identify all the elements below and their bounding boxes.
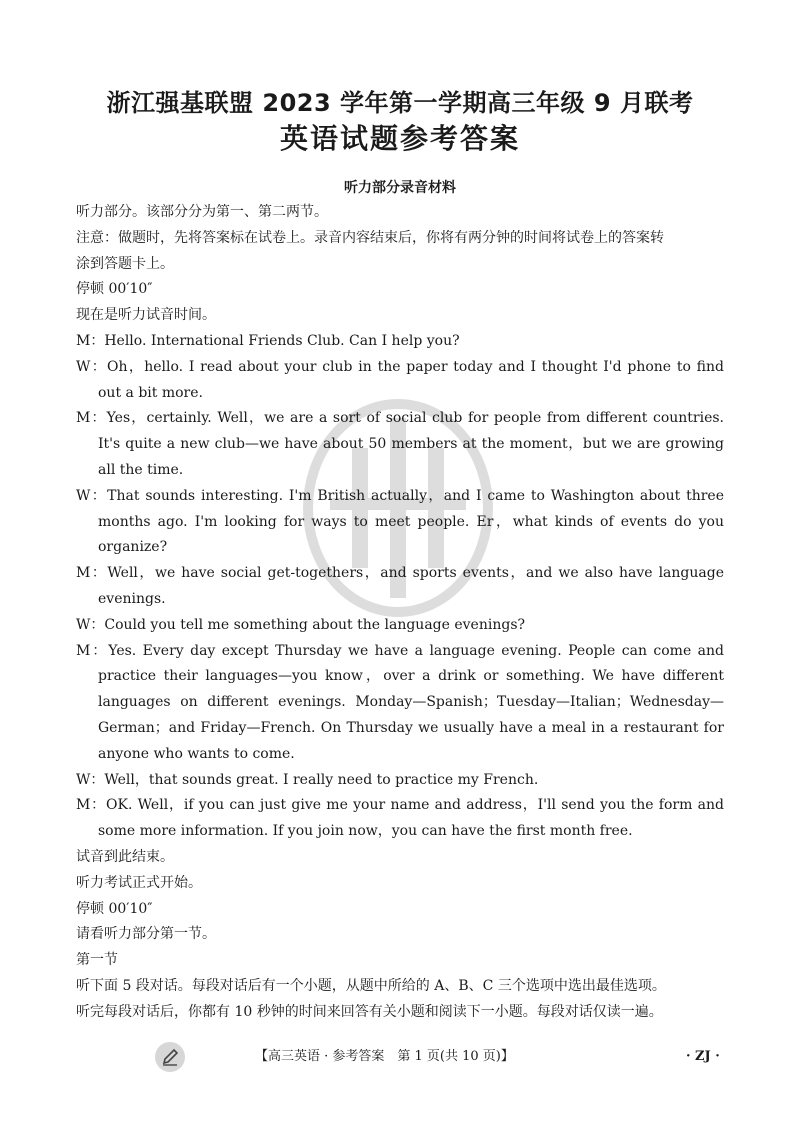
instruction-line-1: 听下面 5 段对话。每段对话后有一个小题，从题中所给的 A、B、C 三个选项中选出最佳选项。 [76,977,666,994]
trial-start-line: 现在是听力试音时间。 [76,307,216,324]
intro-line: 听力部分。该部分分为第一、第二两节。 [76,204,328,220]
trial-end-line: 试音到此结束。 [76,848,174,865]
document-subtitle: 英语试题参考答案 [279,122,520,155]
dialogue-turn: M：OK. Well，if you can just give me your name and address，I'll send you the form and some more information. If you join now，you can have the first month free. [76,797,724,840]
exam-start-line: 听力考试正式开始。 [76,874,202,891]
dialogue-turn: M：Well，we have social get-togethers，and sports events，and we also have language evenings. [76,565,724,607]
pause-line: 停顿 00′10″ [76,281,153,298]
footer-page-label: 【高三英语 · 参考答案 第 1 页(共 10 页)】 [255,1049,514,1064]
exam-title: 浙江强基联盟 2023 学年第一学期高三年级 9 月联考 [106,89,694,117]
pause-line: 停顿 00′10″ [76,900,153,917]
answer-document [76,88,724,1026]
note-line-2: 涂到答题卡上。 [76,255,174,272]
pencil-icon [155,1042,185,1072]
dialogue-turn: M：Hello. International Friends Club. Can I help you? [76,332,460,349]
section-heading: 第一节 [76,952,118,969]
note-line-1: 注意：做题时，先将答案标在试卷上。录音内容结束后，你将有两分钟的时间将试卷上的答案转 [76,229,664,246]
instruction-line-2: 听完每段对话后，你都有 10 秒钟的时间来回答有关小题和阅读下一小题。每段对话仅读一遍。 [76,1003,663,1020]
dialogue-turn: W：Well，that sounds great. I really need to practice my French. [76,771,539,788]
dialogue-turn: M：Yes，certainly. Well，we are a sort of social club for people from different countries. It's quite a new club—we have about 50 members at the moment，but we are growing all the time. [76,410,724,478]
see-part-line: 请看听力部分第一节。 [76,926,216,943]
dialogue-turn: W：That sounds interesting. I'm British actually，and I came to Washington about three months ago. I'm looking for ways to meet people. Er，what kinds of events do you organize? [76,487,724,556]
dialogue [76,329,724,845]
dialogue-turn: W：Oh，hello. I read about your club in the paper today and I thought I'd phone to find out a bit more. [76,358,724,401]
dialogue-turn: M：Yes. Every day except Thursday we have a language evening. People can come and practice their languages—you know，over a drink or something. We have different languages on different evenings. Monday—Spanish；Tuesday—Italian；Wednesday—German；and Friday—French. On Thursday we usually have a meal in a restaurant for anyone who wants to come. [76,642,724,762]
dialogue-turn: W：Could you tell me something about the language evenings? [76,616,526,633]
page-footer [0,1042,794,1072]
footer-region-code: · ZJ · [686,1049,720,1064]
section-title: 听力部分录音材料 [344,180,456,196]
